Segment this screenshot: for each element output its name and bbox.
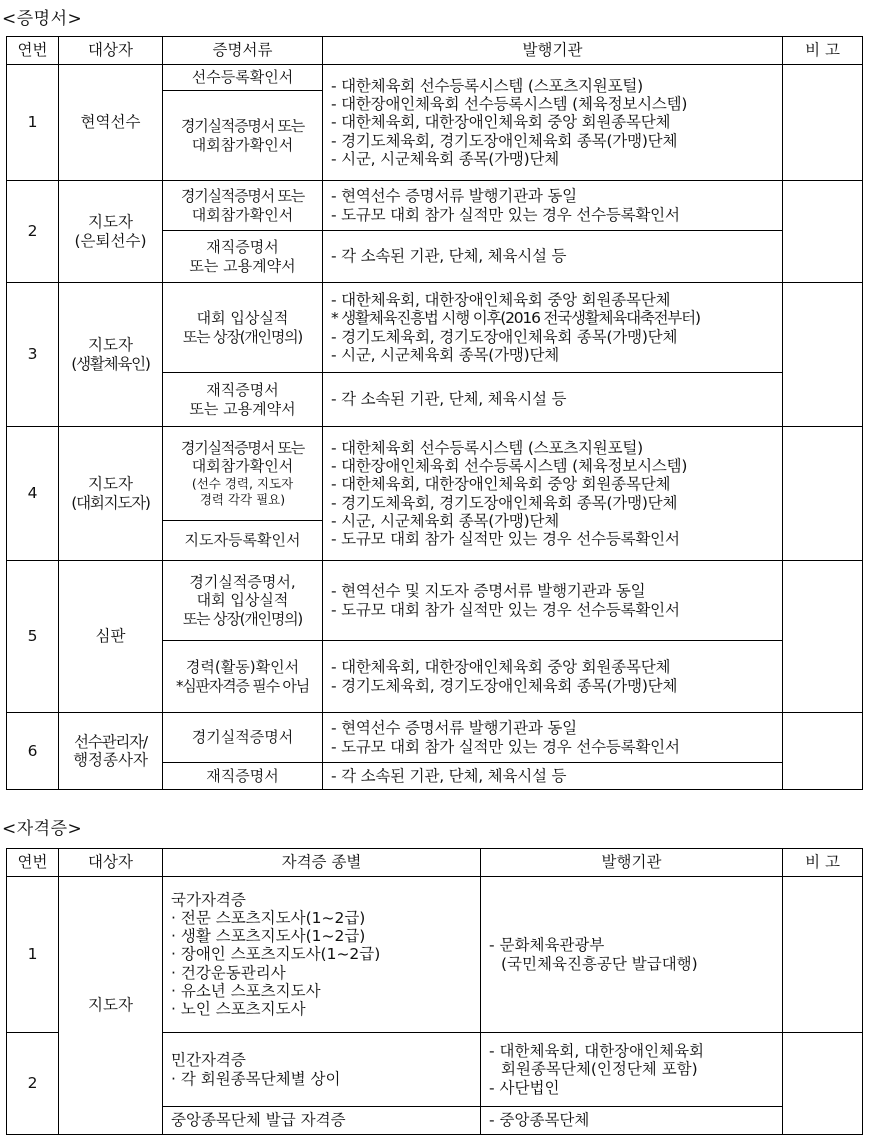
issuer-line: - 대한체육회, 대한장애인체육회 중앙 회원종목단체 [331,475,671,494]
issuer-cell [323,373,783,427]
doc-line: 경기실적증명서 또는 [180,438,305,457]
qual-line: · 생활 스포츠지도사(1~2급) [171,927,366,946]
issuer-line: - 현역선수 증명서류 발행기관과 동일 [331,187,577,206]
section-title-certificates: <증명서> [2,9,83,29]
issuer-line: - 대한체육회, 대한장애인체육회 중앙 회원종목단체 [331,113,671,132]
table-row [7,877,863,1033]
issuer-line: - 도규모 대회 참가 실적만 있는 경우 선수등록확인서 [331,205,680,224]
target-line: 지도자 [88,336,133,355]
issuer-cell [323,283,783,373]
row-target: 지도자 [59,877,163,1135]
doc-line: *심판자격증 필수 아님 [175,676,310,695]
doc-line: 대회참가확인서 [191,205,294,224]
issuer-line: - 대한장애인체육회 선수등록시스템 (체육정보시스템) [331,456,688,475]
issuer-cell [323,641,783,713]
issuer-line: - 경기도체육회, 경기도장애인체육회 종목(가맹)단체 [331,676,678,695]
row-target [59,427,163,561]
target-line: 지도자 [88,213,133,232]
doc-line: 경기실적증명서 또는 [180,187,305,206]
qualification-cell [163,1033,481,1107]
issuer-line: - 시군, 시군체육회 종목(가맹)단체 [331,345,560,364]
qual-line: · 유소년 스포츠지도사 [171,981,321,1000]
doc-note: 경력 각각 필요) [199,491,286,507]
doc-line: 경력(활동)확인서 [185,658,300,677]
doc-line: 경기실적증명서, [189,573,296,592]
doc-cell [163,91,323,181]
doc-line: 또는 고용계약서 [189,256,296,275]
doc-cell [163,283,323,373]
table-row [7,283,863,373]
issuer-cell [323,561,783,641]
doc-cell [163,373,323,427]
remarks-cell [783,283,863,427]
doc-cell [163,641,323,713]
doc-line: 대회 입상실적 [196,591,289,610]
qual-line: · 각 회원종목단체별 상이 [171,1069,341,1088]
qual-line: · 노인 스포츠지도사 [171,1000,306,1019]
issuer-cell [323,427,783,561]
issuer-line: * 생활체육진흥법 시행 이후(2016 전국생활체육대축전부터) [331,309,700,328]
row-number: 5 [7,561,59,713]
target-line: 선수관리자/ [74,732,147,751]
doc-line: 또는 상장(개인명의) [182,609,303,628]
issuer-line: - 각 소속된 기관, 단체, 체육시설 등 [331,247,567,266]
qual-line: · 건강운동관리사 [171,963,286,982]
qual-line: 중앙종목단체 발급 자격증 [171,1111,346,1130]
issuer-cell [323,713,783,763]
row-target [59,65,163,181]
header-no: 연번 [7,849,59,877]
issuer-line: - 시군, 시군체육회 종목(가맹)단체 [331,149,560,168]
qual-line: 민간자격증 [171,1051,246,1070]
qual-line: · 장애인 스포츠지도사(1~2급) [171,945,381,964]
qual-line: 국가자격증 [171,890,246,909]
row-target [59,283,163,427]
row-number: 3 [7,283,59,427]
doc-cell [163,231,323,283]
issuer-cell [323,763,783,790]
issuer-line: - 현역선수 및 지도자 증명서류 발행기관과 동일 [331,582,646,601]
doc-cell [163,427,323,521]
header-docs: 증명서류 [163,37,323,65]
remarks-cell [783,427,863,561]
issuer-line: - 중앙종목단체 [489,1111,590,1130]
target-line: 지도자 [88,475,133,494]
table-header-row [7,37,863,65]
issuer-cell [481,1107,783,1135]
target-line: 심판 [95,627,126,646]
remarks-cell [783,65,863,181]
header-issuer: 발행기관 [323,37,783,65]
doc-note: (선수 경력, 지도자 [191,475,294,491]
issuer-line: - 각 소속된 기관, 단체, 체육시설 등 [331,390,567,409]
row-number: 1 [7,877,59,1033]
doc-line: 지도자등록확인서 [184,531,301,550]
remarks-cell [783,561,863,713]
row-number: 4 [7,427,59,561]
issuer-cell [323,65,783,181]
table-row [7,181,863,231]
doc-line: 또는 고용계약서 [189,399,296,418]
doc-line: 대회 입상실적 [196,309,289,328]
table-row [7,713,863,763]
qualification-cell [163,1107,481,1135]
doc-cell [163,521,323,561]
header-issuer: 발행기관 [481,849,783,877]
issuer-line: - 도규모 대회 참가 실적만 있는 경우 선수등록확인서 [331,600,680,619]
qualification-cell [163,877,481,1033]
table-row [7,427,863,521]
doc-cell [163,65,323,91]
issuer-cell [481,1033,783,1107]
doc-line: 재직증명서 [206,238,279,257]
issuer-line: - 문화체육관광부 [489,936,605,955]
header-remarks: 비 고 [783,849,863,877]
doc-line: 재직증명서 [206,766,279,785]
table-row [7,65,863,91]
issuer-line: - 경기도체육회, 경기도장애인체육회 종목(가맹)단체 [331,493,678,512]
issuer-line: - 도규모 대회 참가 실적만 있는 경우 선수등록확인서 [331,737,680,756]
qual-line: · 전문 스포츠지도사(1~2급) [171,908,366,927]
doc-cell [163,181,323,231]
header-no: 연번 [7,37,59,65]
doc-cell [163,561,323,641]
remarks-cell [783,1033,863,1135]
issuer-line: - 사단법인 [489,1078,560,1097]
target-line: (생활체육인) [71,354,150,373]
target-line: 행정종사자 [73,751,148,769]
issuer-cell [323,181,783,231]
table-row [7,561,863,641]
issuer-line: 회원종목단체(인정단체 포함) [501,1060,698,1079]
remarks-cell [783,181,863,283]
row-number: 1 [7,65,59,181]
issuer-line: - 대한체육회, 대한장애인체육회 [489,1042,705,1061]
target-line: (은퇴선수) [74,231,147,250]
doc-cell [163,713,323,763]
doc-line: 선수등록확인서 [191,68,294,87]
row-target [59,713,163,790]
remarks-cell [783,877,863,1033]
row-target [59,561,163,713]
header-target: 대상자 [59,37,163,65]
issuer-line: - 각 소속된 기관, 단체, 체육시설 등 [331,766,567,785]
issuer-line: - 대한체육회, 대한장애인체육회 중앙 회원종목단체 [331,290,671,309]
header-remarks: 비 고 [783,37,863,65]
issuer-cell [323,231,783,283]
issuer-cell [481,877,783,1033]
issuer-line: - 대한체육회, 대한장애인체육회 중앙 회원종목단체 [331,658,671,677]
certificates-table [6,36,863,790]
issuer-line: (국민체육진흥공단 발급대행) [501,954,698,973]
row-number: 2 [7,1033,59,1135]
issuer-line: - 대한체육회 선수등록시스템 (스포츠지원포털) [331,76,643,95]
table-header-row [7,849,863,877]
issuer-line: - 시군, 시군체육회 종목(가맹)단체 [331,511,560,530]
doc-line: 또는 상장(개인명의) [182,327,303,346]
target-line: (대회지도자) [71,493,150,512]
issuer-line: - 도규모 대회 참가 실적만 있는 경우 선수등록확인서 [331,530,680,549]
row-target [59,181,163,283]
doc-line: 대회참가확인서 [191,457,294,476]
target-line: 현역선수 [80,113,141,132]
issuer-line: - 대한장애인체육회 선수등록시스템 (체육정보시스템) [331,95,688,114]
remarks-cell [783,713,863,790]
row-number: 2 [7,181,59,283]
doc-line: 재직증명서 [206,381,279,400]
doc-line: 경기실적증명서 또는 [180,117,305,136]
issuer-line: - 경기도체육회, 경기도장애인체육회 종목(가맹)단체 [331,131,678,150]
qualifications-table [6,848,863,1135]
section-title-qualifications: <자격증> [2,819,83,839]
doc-cell [163,763,323,790]
doc-line: 대회참가확인서 [191,135,294,154]
issuer-line: - 현역선수 증명서류 발행기관과 동일 [331,719,577,738]
row-number: 6 [7,713,59,790]
issuer-line: - 대한체육회 선수등록시스템 (스포츠지원포털) [331,438,643,457]
doc-line: 경기실적증명서 [191,728,294,747]
header-target: 대상자 [59,849,163,877]
issuer-line: - 경기도체육회, 경기도장애인체육회 종목(가맹)단체 [331,327,678,346]
header-qualification-type: 자격증 종별 [163,849,481,877]
